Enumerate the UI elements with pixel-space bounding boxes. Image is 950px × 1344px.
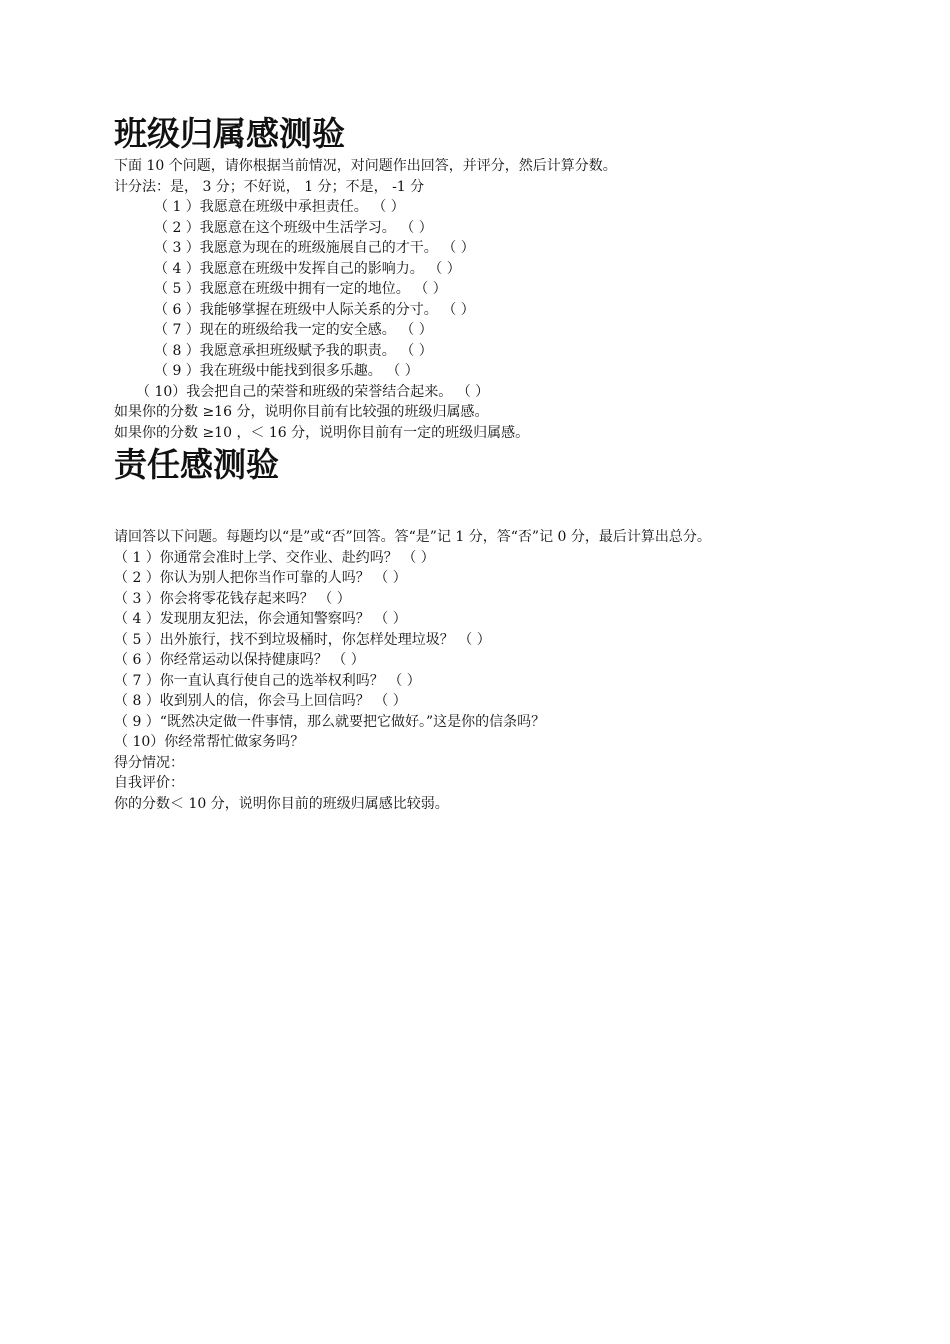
section1-item-9: （ 9 ）我在班级中能找到很多乐趣。 （ ） (154, 363, 419, 379)
section2-item-1: （ 1 ）你通常会准时上学、交作业、赴约吗？ （ ） (114, 549, 435, 566)
section-spacer (114, 487, 844, 527)
section2-title: 责任感测验 (114, 445, 279, 484)
score-label: 得分情况： (114, 754, 184, 771)
section2-item-3: （ 3 ）你会将零花钱存起来吗？ （ ） (114, 590, 351, 607)
section1-item-6: （ 6 ）我能够掌握在班级中人际关系的分寸。 （ ） (154, 301, 475, 318)
section1-item-5: （ 5 ）我愿意在班级中拥有一定的地位。 （ ） (154, 281, 447, 297)
section2-item-10: （ 10）你经常帮忙做家务吗？ (114, 734, 305, 750)
section1-item-4: （ 4 ）我愿意在班级中发挥自己的影响力。 （ ） (154, 260, 461, 277)
section1-item-2: （ 2 ）我愿意在这个班级中生活学习。 （ ） (154, 219, 433, 236)
section1-item-3: （ 3 ）我愿意为现在的班级施展自己的才干。 （ ） (154, 240, 475, 256)
self-eval-label: 自我评价： (114, 775, 184, 791)
section1-item-10: （ 10）我会把自己的荣誉和班级的荣誉结合起来。 （ ） (136, 383, 490, 400)
document-page (114, 112, 844, 814)
section2-item-4: （ 4 ）发现朋友犯法，你会通知警察吗？ （ ） (114, 611, 407, 627)
section2-intro: 请回答以下问题。每题均以“是”或“否”回答。答“是”记 1 分，答“否”记 0 分，最后计算出总分。 (114, 529, 711, 545)
section1-result-high: 如果你的分数 ≥16 分，说明你目前有比较强的班级归属感。 (114, 404, 489, 420)
section1-item-1: （ 1 ）我愿意在班级中承担责任。 （ ） (154, 199, 405, 215)
section1-result-mid: 如果你的分数 ≥10 ，＜ 16 分，说明你目前有一定的班级归属感。 (114, 424, 530, 441)
section1-scoring: 计分法：是， 3 分；不好说， 1 分；不是， -1 分 (114, 178, 425, 195)
section2-final-result: 你的分数＜ 10 分，说明你目前的班级归属感比较弱。 (114, 795, 449, 812)
section1-title: 班级归属感测验 (114, 114, 345, 153)
section2-item-6: （ 6 ）你经常运动以保持健康吗？ （ ） (114, 652, 365, 668)
section2-item-5: （ 5 ）出外旅行，找不到垃圾桶时，你怎样处理垃圾？ （ ） (114, 631, 491, 648)
section1-item-7: （ 7 ）现在的班级给我一定的安全感。 （ ） (154, 322, 433, 338)
section2-item-8: （ 8 ）收到别人的信，你会马上回信吗？ （ ） (114, 693, 407, 709)
section1-intro: 下面 10 个问题，请你根据当前情况，对问题作出回答，并评分，然后计算分数。 (114, 158, 617, 174)
section1-item-8: （ 8 ）我愿意承担班级赋予我的职责。 （ ） (154, 342, 433, 359)
section2-item-9: （ 9 ）“既然决定做一件事情，那么就要把它做好。”这是你的信条吗？ (114, 713, 546, 730)
section2-item-2: （ 2 ）你认为别人把你当作可靠的人吗？ （ ） (114, 570, 407, 586)
section2-item-7: （ 7 ）你一直认真行使自己的选举权利吗？ （ ） (114, 672, 421, 689)
